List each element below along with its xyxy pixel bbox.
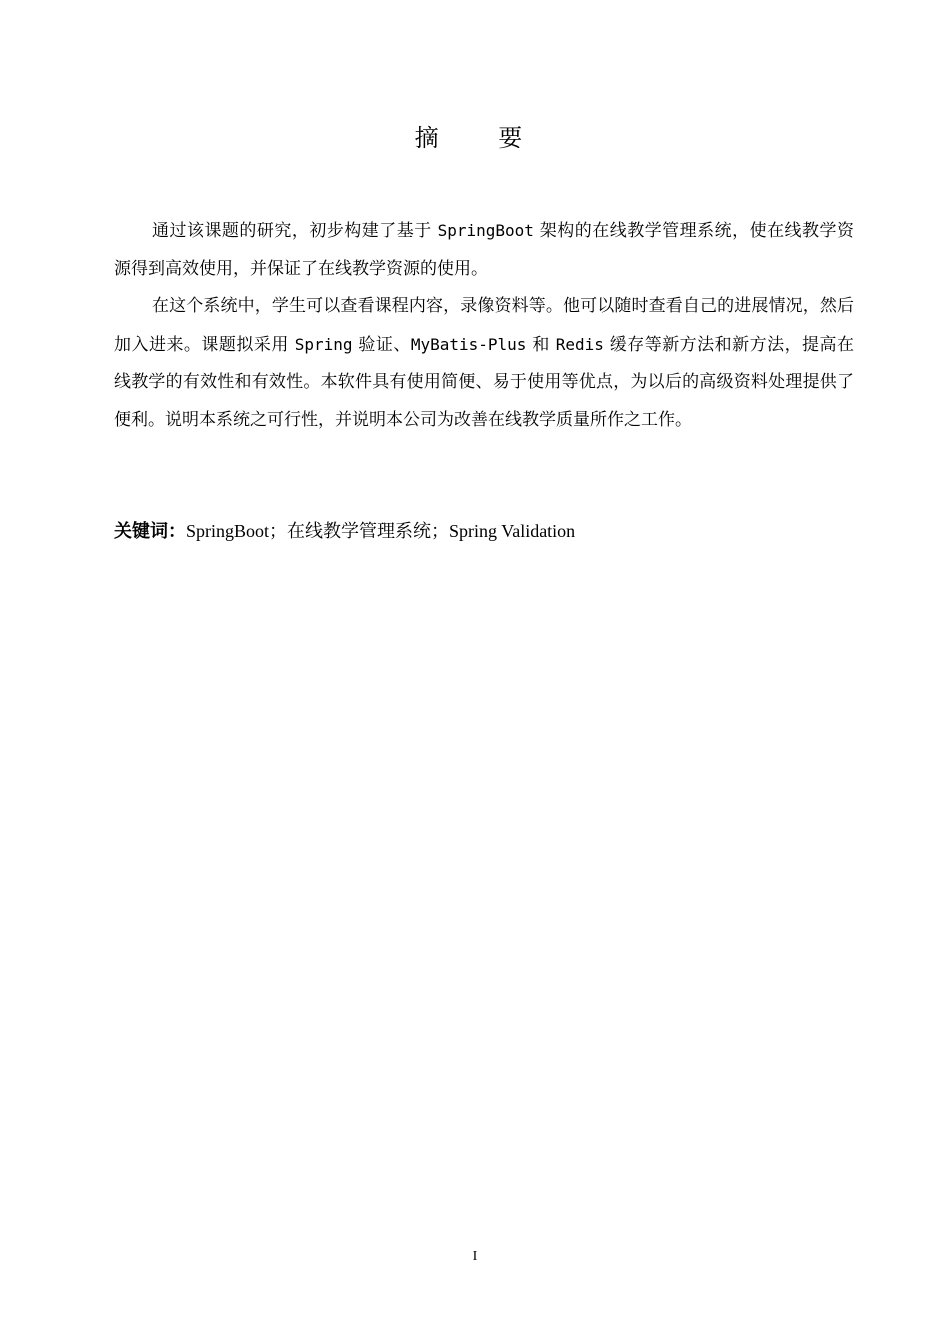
keyword-springboot: SpringBoot — [186, 521, 270, 541]
abstract-text: 架构的在线教学管理系统，使在线教学资源得到高效使用，并保证了在线教学资源的使用。 — [114, 221, 854, 279]
keyword-separator: ； — [269, 521, 288, 542]
abstract-paragraph-1 — [114, 212, 854, 288]
abstract-term-redis: Redis — [555, 334, 604, 354]
page-title: 摘 要 — [414, 124, 549, 152]
abstract-text: 缓存等新方法和新方法，提高在线教学的有效性和有效性。本软件具有使用简便、易于使用等优点，为以后的高级资料处理提供了便利。说明本系统之可行性，并说明本公司为改善在线教学质量所作之工作。 — [114, 334, 855, 430]
abstract-text: 验证、 — [352, 334, 411, 355]
keyword-separator: ； — [431, 521, 450, 542]
abstract-term-spring: Spring — [294, 334, 353, 354]
abstract-paragraph-2 — [114, 288, 854, 439]
abstract-text: 和 — [526, 334, 556, 355]
keywords-label: 关键词： — [114, 521, 186, 542]
abstract-term-springboot: SpringBoot — [437, 221, 534, 240]
keywords-line — [114, 514, 854, 549]
keyword-spring-validation: Spring Validation — [449, 521, 576, 541]
keyword-online-teaching-system: 在线教学管理系统 — [287, 521, 432, 542]
page-number: I — [472, 1249, 478, 1264]
abstract-term-mybatis-plus: MyBatis-Plus — [410, 334, 527, 354]
abstract-text: 通过该课题的研究，初步构建了基于 — [152, 221, 438, 241]
abstract-text: 在这个系统中，学生可以查看课程内容，录像资料等。他可以随时查看自己的进展情况，然后加入进来。课题拟采用 — [114, 296, 854, 355]
abstract-body — [114, 212, 854, 439]
